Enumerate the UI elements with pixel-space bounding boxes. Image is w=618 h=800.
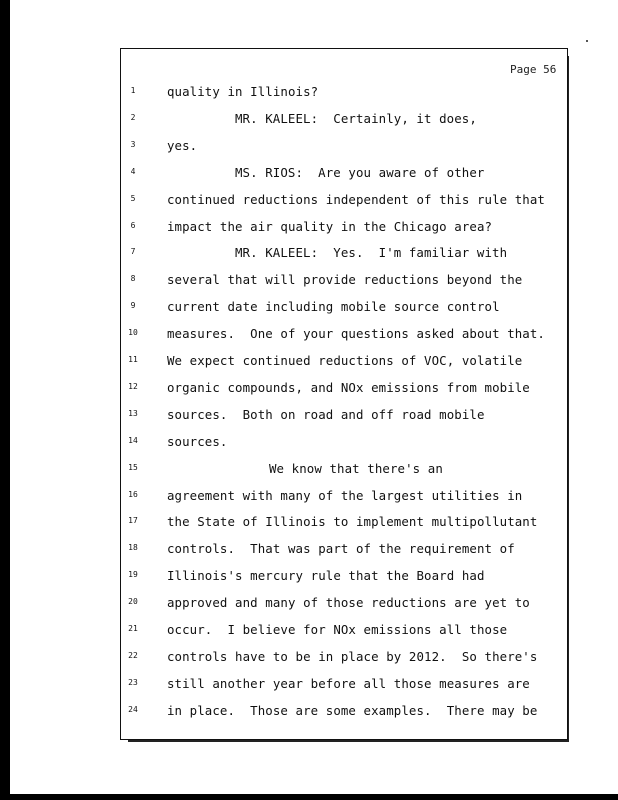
line-number: 12: [128, 381, 138, 391]
line-text: current date including mobile source control: [167, 299, 500, 315]
transcript-line: [0, 407, 618, 434]
line-number: 13: [128, 408, 138, 418]
transcript-line: [0, 488, 618, 515]
line-number: 22: [128, 650, 138, 660]
line-text: controls. That was part of the requirement of: [167, 541, 515, 557]
transcript-line: [0, 541, 618, 568]
scan-bottom-border: [0, 794, 618, 800]
line-text: controls have to be in place by 2012. So there's: [167, 648, 538, 664]
line-number: 3: [130, 139, 136, 149]
line-text: the State of Illinois to implement multipollutant: [167, 514, 538, 530]
line-number: 24: [128, 704, 138, 714]
transcript-line: [0, 111, 618, 138]
transcript-line: [0, 434, 618, 461]
line-text: MR. KALEEL: Certainly, it does,: [235, 110, 477, 126]
line-number: 2: [130, 112, 136, 122]
line-text: approved and many of those reductions are yet to: [167, 595, 530, 611]
line-number: 16: [128, 489, 138, 499]
line-text: occur. I believe for NOx emissions all those: [167, 622, 508, 637]
transcript-line: [0, 676, 618, 703]
line-number: 4: [130, 166, 136, 176]
line-text: measures. One of your questions asked about that.: [167, 326, 545, 342]
line-text: We know that there's an: [269, 460, 443, 476]
transcript-line: [0, 622, 618, 649]
line-number: 8: [130, 274, 136, 284]
transcript-line: [0, 326, 618, 353]
line-text: quality in Illinois?: [167, 84, 319, 99]
line-text: sources.: [167, 433, 228, 449]
transcript-line: [0, 138, 618, 165]
line-number: 23: [128, 677, 138, 687]
line-number: 7: [130, 247, 136, 257]
transcript-line: [0, 649, 618, 676]
line-text: We expect continued reductions of VOC, volatile: [167, 353, 523, 368]
transcript-line: [0, 165, 618, 192]
line-text: MR. KALEEL: Yes. I'm familiar with: [235, 245, 508, 261]
transcript-line: [0, 514, 618, 541]
line-number: 21: [128, 624, 138, 633]
line-number: 1: [130, 86, 136, 95]
line-text: in place. Those are some examples. There may be: [167, 702, 538, 718]
line-text: impact the air quality in the Chicago area?: [167, 218, 493, 234]
line-text: yes.: [167, 137, 198, 153]
line-number: 5: [130, 193, 136, 203]
line-number: 18: [128, 543, 138, 553]
line-text: several that will provide reductions beyond the: [167, 272, 523, 288]
transcript-line: [0, 461, 618, 488]
line-text: Illinois's mercury rule that the Board had: [167, 568, 485, 584]
transcript-line: [0, 84, 618, 111]
line-text: sources. Both on road and off road mobile: [167, 406, 485, 422]
transcript-line: [0, 595, 618, 622]
transcript-line: [0, 219, 618, 246]
transcript-line: [0, 245, 618, 272]
line-text: organic compounds, and NOx emissions from mobile: [167, 379, 530, 395]
transcript-line: [0, 568, 618, 595]
line-text: MS. RIOS: Are you aware of other: [235, 164, 485, 180]
line-number: 20: [128, 597, 138, 607]
line-text: continued reductions independent of this rule that: [167, 191, 545, 207]
line-number: 6: [130, 220, 136, 230]
line-number: 10: [128, 328, 138, 338]
transcript-line: [0, 299, 618, 326]
line-text: still another year before all those measures are: [167, 675, 530, 691]
transcript-line: [0, 353, 618, 380]
line-number: 14: [128, 435, 138, 445]
page-number: Page 56: [510, 63, 557, 76]
line-number: 17: [128, 516, 138, 526]
line-number: 11: [128, 355, 138, 364]
transcript-line: [0, 192, 618, 219]
line-number: 19: [128, 570, 138, 580]
transcript-line: [0, 272, 618, 299]
scan-speck: [586, 40, 588, 42]
line-text: agreement with many of the largest utilities in: [167, 487, 523, 503]
transcript-line: [0, 380, 618, 407]
line-number: 15: [128, 462, 138, 472]
transcript-line: [0, 703, 618, 730]
line-number: 9: [130, 301, 136, 311]
